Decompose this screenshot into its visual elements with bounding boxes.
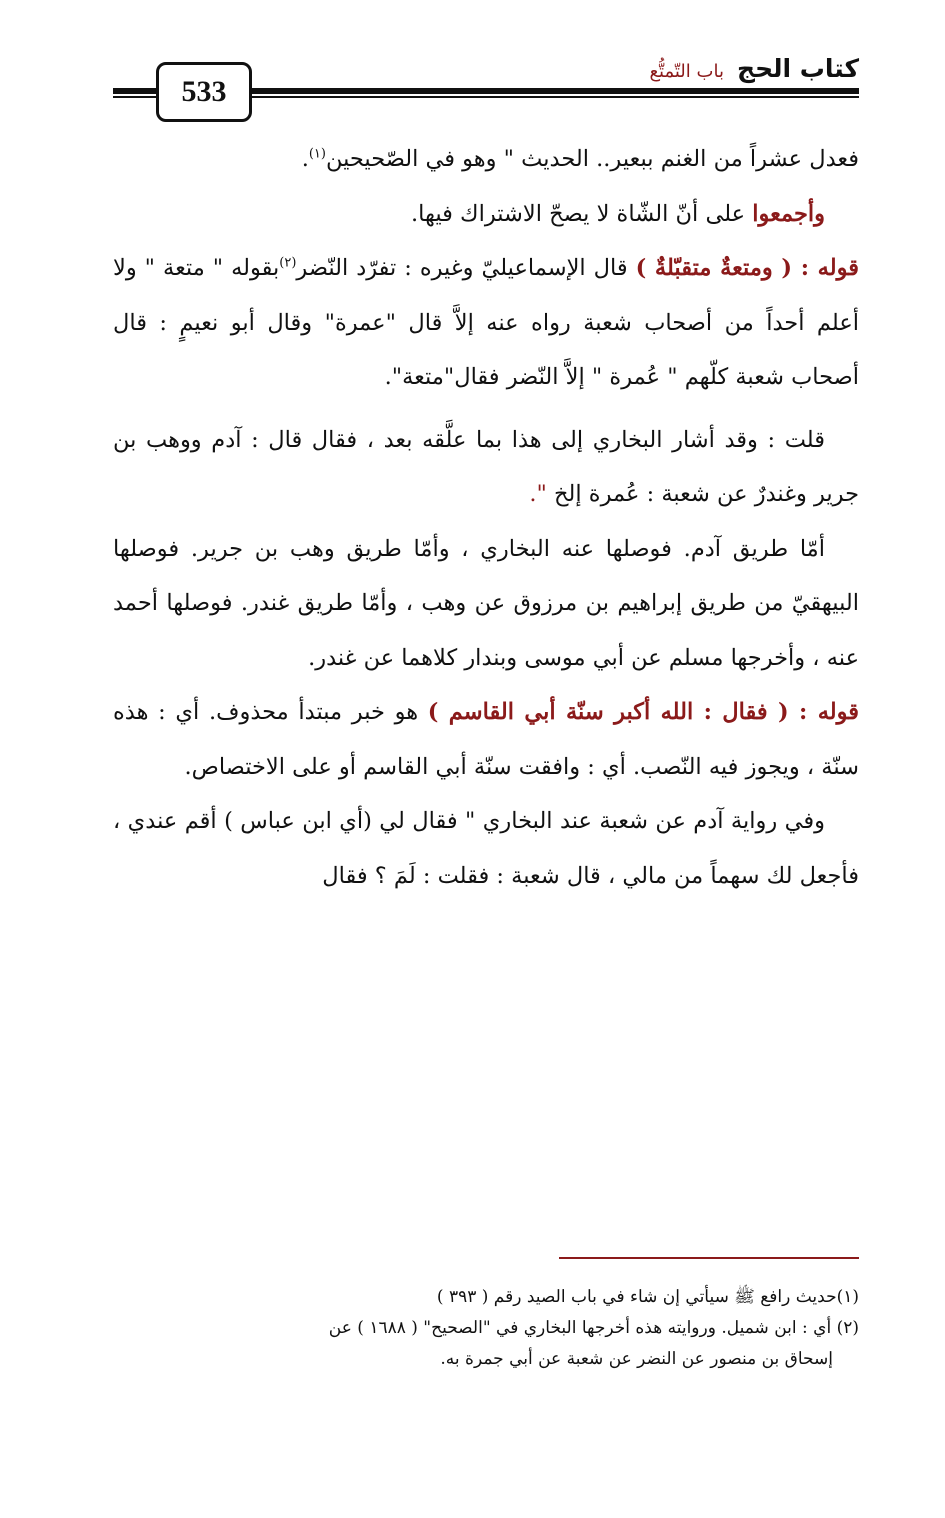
paragraph-3-text-b: بقوله " متعة " ولا أعلم أحداً من أصحاب شعبة رواه عنه إلاَّ قال "عمرة" وقال أبو نعيمٍ : قال أصحاب شعبة كلّهم " عُمرة " إلاَّ النّضر فقال"متعة". bbox=[113, 255, 859, 390]
footnote-2: (٢) أي : ابن شميل. وروايته هذه أخرجها البخاري في "الصحيح" ( ١٦٨٨ ) عن bbox=[328, 1318, 859, 1338]
paragraph-3 bbox=[113, 241, 859, 405]
paragraph-6-text: هو خبر مبتدأ محذوف. أي : هذه سنّة ، ويجوز فيه النّصب. أي : وافقت سنّة أبي القاسم أو على الاختصاص. bbox=[113, 699, 859, 780]
paragraph-6 bbox=[113, 685, 859, 794]
paragraph-4-quote-end: ". bbox=[529, 481, 547, 507]
footnote-ref-1: (١) bbox=[308, 146, 326, 162]
paragraph-3-text-a: قال الإسماعيليّ وغيره : تفرّد النّضر bbox=[296, 255, 636, 281]
chapter-title: باب التّمتُّع bbox=[649, 61, 724, 82]
running-head bbox=[649, 54, 859, 83]
footnote-separator bbox=[559, 1257, 859, 1259]
footnote-1: (١)حديث رافع ﷺ سيأتي إن شاء في باب الصيد رقم ( ٣٩٣ ) bbox=[436, 1287, 859, 1307]
book-title: كتاب الحج bbox=[737, 54, 859, 83]
paragraph-2-lead: وأجمعوا bbox=[752, 200, 825, 227]
footnote-ref-2: (٢) bbox=[279, 255, 297, 271]
paragraph-4 bbox=[113, 413, 859, 522]
paragraph-5 bbox=[113, 522, 859, 686]
paragraph-7 bbox=[113, 794, 859, 903]
page-number: 533 bbox=[156, 62, 252, 122]
footnotes bbox=[113, 1282, 859, 1375]
paragraph-5-text: أمّا طريق آدم. فوصلها عنه البخاري ، وأمّا طريق وهب بن جرير. فوصلها البيهقيّ من طريق إبراهيم بن مرزوق عن وهب ، وأمّا طريق غندر. فوصلها أحمد عنه ، وأخرجها مسلم عن أبي موسى وبندار كلاهما عن غندر. bbox=[113, 535, 859, 671]
paragraph-4-text: قلت : وقد أشار البخاري إلى هذا بما علَّقه بعد ، فقال قال : آدم ووهب بن جرير وغندرٌ عن شعبة : عُمرة إلخ bbox=[113, 426, 859, 507]
paragraph-3-lead: قوله : ( ومتعةٌ متقبّلةٌ ) bbox=[635, 255, 859, 281]
paragraph-2 bbox=[113, 187, 859, 242]
page-header bbox=[0, 0, 945, 140]
main-text bbox=[113, 132, 859, 903]
paragraph-2-text: على أنّ الشّاة لا يصحّ الاشتراك فيها. bbox=[410, 200, 753, 227]
paragraph-1-end: . bbox=[301, 146, 309, 172]
footnote-2-continuation: إسحاق بن منصور عن النضر عن شعبة عن أبي جمرة به. bbox=[440, 1349, 833, 1369]
paragraph-1-text: فعدل عشراً من الغنم ببعير.. الحديث " وهو في الصّحيحين bbox=[325, 146, 859, 172]
paragraph-6-lead: قوله : ( فقال : الله أكبر سنّة أبي القاسم ) bbox=[427, 699, 859, 725]
paragraph-7-text: وفي رواية آدم عن شعبة عند البخاري " فقال لي (أي ابن عباس ) أقم عندي ، فأجعل لك سهماً من مالي ، قال شعبة : فقلت : لَمَ ؟ فقال bbox=[113, 808, 859, 889]
paragraph-1 bbox=[113, 132, 859, 187]
